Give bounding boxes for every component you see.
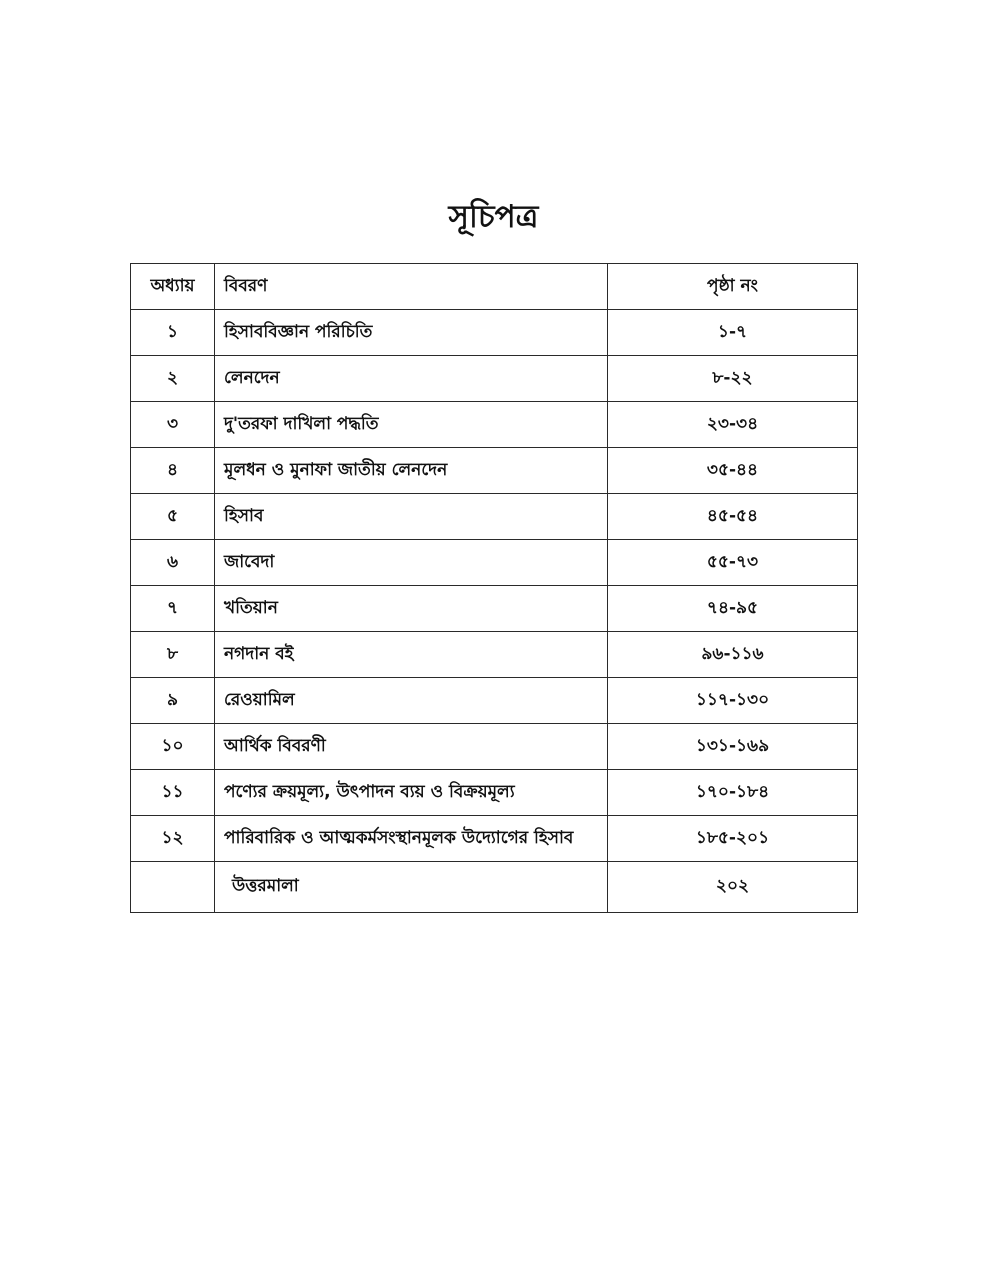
- table-row: [131, 356, 858, 402]
- chapter-number: ৯: [131, 678, 215, 724]
- table-row: [131, 494, 858, 540]
- chapter-title: হিসাববিজ্ঞান পরিচিতি: [215, 310, 608, 356]
- chapter-number: ৮: [131, 632, 215, 678]
- chapter-number: ১০: [131, 724, 215, 770]
- page-range: ১-৭: [608, 310, 858, 356]
- chapter-number: ১২: [131, 816, 215, 862]
- chapter-number: ৩: [131, 402, 215, 448]
- page-range: ১৮৫-২০১: [608, 816, 858, 862]
- chapter-title: জাবেদা: [215, 540, 608, 586]
- page-range: ২০২: [608, 862, 858, 913]
- page-range: ৪৫-৫৪: [608, 494, 858, 540]
- chapter-number: ২: [131, 356, 215, 402]
- chapter-title: পারিবারিক ও আত্মকর্মসংস্থানমূলক উদ্যোগের হিসাব: [215, 816, 608, 862]
- table-row: [131, 770, 858, 816]
- chapter-number: [131, 862, 215, 913]
- header-description: বিবরণ: [215, 264, 608, 310]
- chapter-number: ৭: [131, 586, 215, 632]
- table-header-row: [131, 264, 858, 310]
- header-page: পৃষ্ঠা নং: [608, 264, 858, 310]
- page-range: ১৩১-১৬৯: [608, 724, 858, 770]
- page-range: ১১৭-১৩০: [608, 678, 858, 724]
- page-range: ৭৪-৯৫: [608, 586, 858, 632]
- chapter-title: নগদান বই: [215, 632, 608, 678]
- chapter-title: আর্থিক বিবরণী: [215, 724, 608, 770]
- table-row: [131, 862, 858, 913]
- chapter-title: উত্তরমালা: [215, 862, 608, 913]
- table-row: [131, 540, 858, 586]
- table-row: [131, 310, 858, 356]
- page-range: ৮-২২: [608, 356, 858, 402]
- table-row: [131, 632, 858, 678]
- page-range: ৫৫-৭৩: [608, 540, 858, 586]
- chapter-title: খতিয়ান: [215, 586, 608, 632]
- chapter-title: পণ্যের ক্রয়মূল্য, উৎপাদন ব্যয় ও বিক্রয়মূল্য: [215, 770, 608, 816]
- chapter-title: দু'তরফা দাখিলা পদ্ধতি: [215, 402, 608, 448]
- page-range: ২৩-৩৪: [608, 402, 858, 448]
- table-of-contents: [130, 263, 858, 913]
- chapter-number: ৫: [131, 494, 215, 540]
- page-title: সূচিপত্র: [448, 199, 539, 235]
- header-chapter: অধ্যায়: [131, 264, 215, 310]
- chapter-number: ৬: [131, 540, 215, 586]
- page-range: ৩৫-৪৪: [608, 448, 858, 494]
- chapter-number: ৪: [131, 448, 215, 494]
- table-row: [131, 586, 858, 632]
- table-row: [131, 678, 858, 724]
- page-range: ১৭০-১৮৪: [608, 770, 858, 816]
- table-row: [131, 816, 858, 862]
- chapter-number: ১: [131, 310, 215, 356]
- table-row: [131, 402, 858, 448]
- page-range: ৯৬-১১৬: [608, 632, 858, 678]
- chapter-title: রেওয়ামিল: [215, 678, 608, 724]
- chapter-title: লেনদেন: [215, 356, 608, 402]
- table-row: [131, 724, 858, 770]
- chapter-title: মূলধন ও মুনাফা জাতীয় লেনদেন: [215, 448, 608, 494]
- table-row: [131, 448, 858, 494]
- chapter-title: হিসাব: [215, 494, 608, 540]
- chapter-number: ১১: [131, 770, 215, 816]
